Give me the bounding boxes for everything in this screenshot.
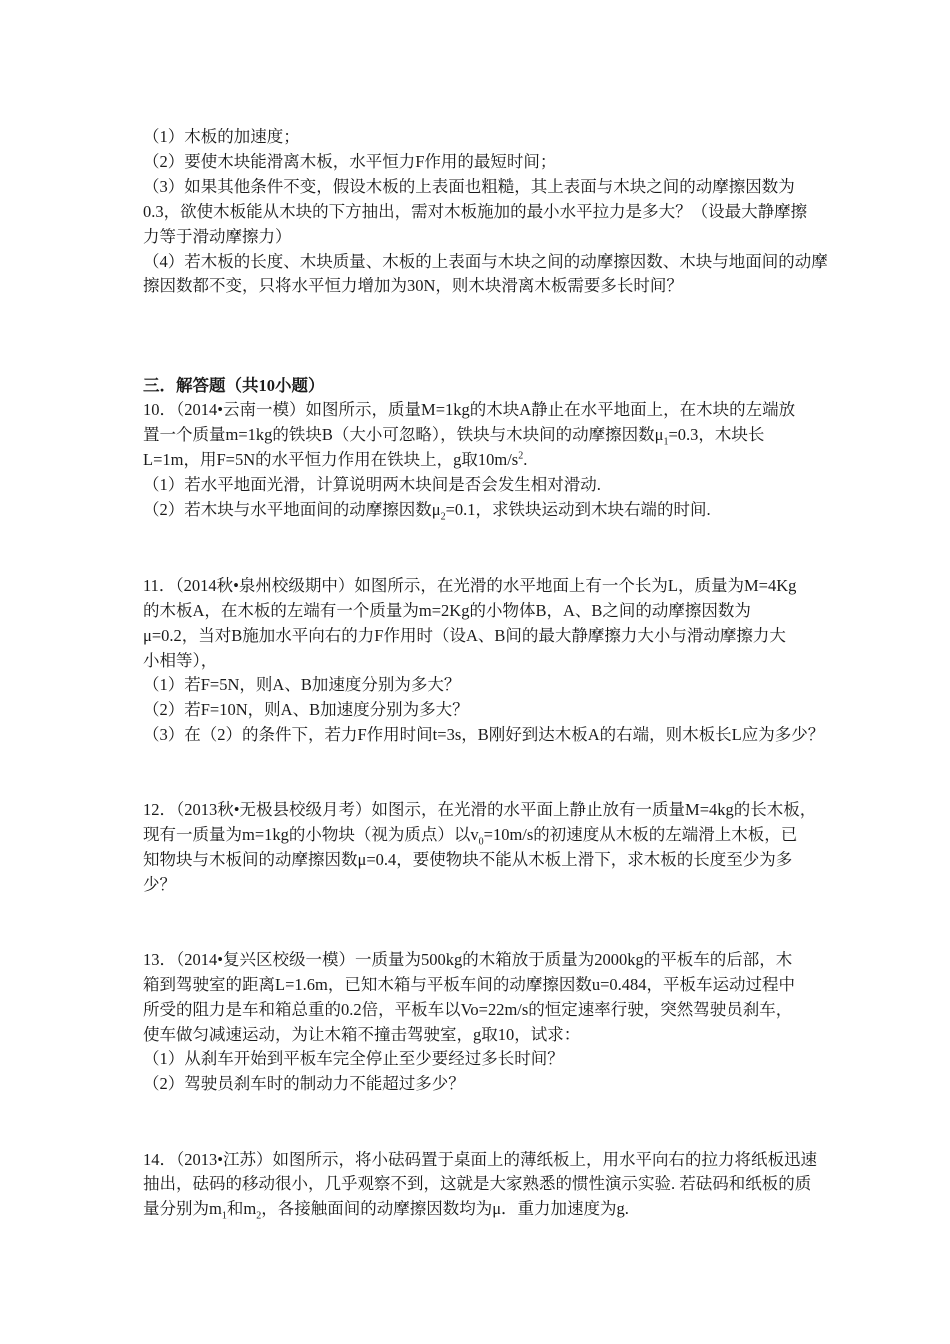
- sub-question-2: （2）要使木块能滑离木板，水平恒力F作用的最短时间；: [143, 152, 557, 171]
- sub-question-1: （1）木板的加速度；: [143, 127, 300, 146]
- section-heading: 三．解答题（共10小题）: [143, 376, 325, 395]
- problem-12-line-1: 12．（2013秋•无极县校级月考）如图示，在光滑的水平面上静止放有一质量M=4kg的长木板，: [143, 800, 817, 819]
- problem-11-line-4: 小相等），: [143, 651, 218, 670]
- problem-10-line-2: 置一个质量m=1kg的铁块B（大小可忽略），铁块与木块间的动摩擦因数$\mu_1=0.3$，木块长: [143, 425, 765, 448]
- sub-question-3-line-2: 0.3，欲使木板能从木块的下方抽出，需对木板施加的最小水平拉力是多大？（设最大静摩擦: [143, 202, 808, 221]
- problem-13-line-2: 箱到驾驶室的距离L=1.6m，已知木箱与平板车间的动摩擦因数u=0.484，平板车运动过程中: [143, 975, 796, 994]
- problem-13-line-3: 所受的阻力是车和箱总重的0.2倍，平板车以Vo=22m/s的恒定速率行驶，突然驾驶员刹车，: [143, 1000, 793, 1019]
- problem-11-line-7: （3）在（2）的条件下，若力F作用时间t=3s，B刚好到达木板A的右端，则木板长L应为多少？: [143, 725, 825, 744]
- problem-13-line-4: 使车做匀减速运动，为让木箱不撞击驾驶室，g取10，试求：: [143, 1025, 581, 1044]
- problem-10-line-4: （1）若水平地面光滑，计算说明两木块间是否会发生相对滑动.: [143, 475, 601, 494]
- problem-11-line-6: （2）若F=10N，则A、B加速度分别为多大？: [143, 700, 469, 719]
- sub-question-4-line-2: 擦因数都不变，只将水平恒力增加为30N，则木块滑离木板需要多长时间？: [143, 276, 683, 295]
- problem-12-line-3: 知物块与木板间的动摩擦因数μ=0.4，要使物块不能从木板上滑下，求木板的长度至少为多: [143, 850, 793, 869]
- sub-question-3-line-1: （3）如果其他条件不变，假设木板的上表面也粗糙，其上表面与木块之间的动摩擦因数为: [143, 177, 795, 196]
- problem-11-line-2: 的木板A，在木板的左端有一个质量为m=2Kg的小物体B，A、B之间的动摩擦因数为: [143, 601, 751, 620]
- problem-10-line-3: L=1m，用F=5N的水平恒力作用在铁块上，g取$10m/s^2$.: [143, 450, 528, 469]
- sub-question-4-line-1: （4）若木板的长度、木块质量、木板的上表面与木块之间的动摩擦因数、木块与地面间的动摩: [143, 252, 828, 271]
- problem-10-line-5: （2）若木块与水平地面间的动摩擦因数$\mu_2=0.1$，求铁块运动到木块右端的时间.: [143, 500, 711, 523]
- problem-11-line-3: μ=0.2，当对B施加水平向右的力F作用时（设A、B间的最大静摩擦力大小与滑动摩擦力大: [143, 626, 786, 645]
- problem-12-line-4: 少？: [143, 875, 176, 894]
- problem-10-line-1: 10．（2014•云南一模）如图所示，质量M=1kg的木块A静止在水平地面上，在木块的左端放: [143, 400, 796, 419]
- problem-11-line-5: （1）若F=5N，则A、B加速度分别为多大？: [143, 675, 461, 694]
- problem-13-line-5: （1）从刹车开始到平板车完全停止至少要经过多长时间？: [143, 1049, 564, 1068]
- problem-13-line-6: （2）驾驶员刹车时的制动力不能超过多少？: [143, 1074, 465, 1093]
- problem-14-line-3: 量分别为$m_1$和$m_2$，各接触面间的动摩擦因数均为μ．重力加速度为g.: [143, 1199, 629, 1222]
- problem-11-line-1: 11．（2014秋•泉州校级期中）如图所示，在光滑的水平地面上有一个长为L，质量为M=4Kg: [143, 576, 797, 595]
- problem-13-line-1: 13．（2014•复兴区校级一模）一质量为500kg的木箱放于质量为2000kg的平板车的后部，木: [143, 950, 793, 969]
- problem-14-line-1: 14．（2013•江苏）如图所示，将小砝码置于桌面上的薄纸板上，用水平向右的拉力将纸板迅速: [143, 1150, 818, 1169]
- problem-14-line-2: 抽出，砝码的移动很小，几乎观察不到，这就是大家熟悉的惯性演示实验. 若砝码和纸板的质: [143, 1174, 812, 1193]
- problem-12-line-2: 现有一质量为m=1kg的小物块（视为质点）以$v_0=10m/s$的初速度从木板的左端滑上木板，已: [143, 825, 798, 848]
- sub-question-3-line-3: 力等于滑动摩擦力）: [143, 227, 292, 246]
